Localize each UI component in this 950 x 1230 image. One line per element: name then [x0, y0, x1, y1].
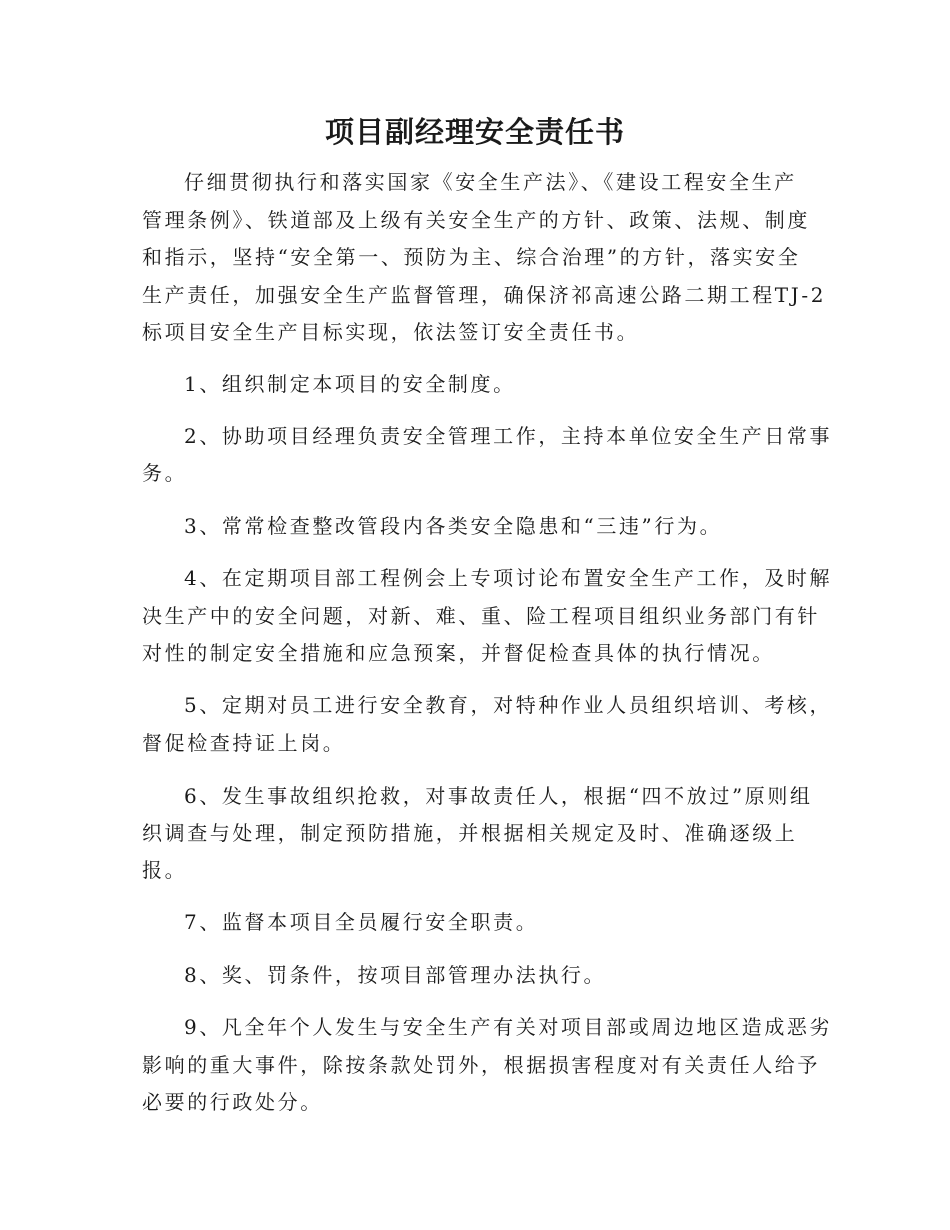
paragraph-line: 对性的制定安全措施和应急预案，并督促检查具体的执行情况。	[142, 641, 775, 665]
paragraph-line: 4、在定期项目部工程例会上专项讨论布置安全生产工作，及时解	[184, 566, 833, 590]
paragraph-line: 7、监督本项目全员履行安全职责。	[184, 910, 539, 934]
paragraph-line: 5、定期对员工进行安全教育，对特种作业人员组织培训、考核，	[184, 693, 833, 717]
paragraph-line: 督促检查持证上岗。	[142, 731, 346, 755]
paragraph-line: 3、常常检查整改管段内各类安全隐患和“三违”行为。	[184, 514, 723, 538]
paragraph-line: 决生产中的安全问题，对新、难、重、险工程项目组织业务部门有针	[142, 604, 820, 628]
paragraph-line: 影响的重大事件，除按条款处罚外，根据损害程度对有关责任人给予	[142, 1053, 820, 1077]
paragraph-line: 管理条例》、铁道部及上级有关安全生产的方针、政策、法规、制度	[142, 208, 810, 232]
paragraph-line: 生产责任，加强安全生产监督管理，确保济祁高速公路二期工程TJ-2	[142, 283, 827, 307]
paragraph-line: 标项目安全生产目标实现，依法签订安全责任书。	[142, 320, 640, 344]
paragraph-line: 报。	[142, 858, 188, 882]
paragraph-line: 务。	[142, 461, 188, 485]
document-title: 项目副经理安全责任书	[324, 115, 625, 149]
paragraph-line: 2、协助项目经理负责安全管理工作，主持本单位安全生产日常事	[184, 424, 833, 448]
paragraph-line: 织调查与处理，制定预防措施，并根据相关规定及时、准确逐级上	[142, 821, 798, 845]
paragraph-line: 必要的行政处分。	[142, 1090, 323, 1114]
paragraph-line: 1、组织制定本项目的安全制度。	[184, 372, 516, 396]
paragraph-line: 9、凡全年个人发生与安全生产有关对项目部或周边地区造成恶劣	[184, 1015, 833, 1039]
paragraph-line: 8、奖、罚条件，按项目部管理办法执行。	[184, 963, 607, 987]
paragraph-line: 6、发生事故组织抢救，对事故责任人，根据“四不放过”原则组	[184, 784, 813, 808]
paragraph-line: 和指示，坚持“安全第一、预防为主、综合治理”的方针，落实安全	[142, 245, 801, 269]
paragraph-line: 仔细贯彻执行和落实国家《安全生产法》、《建设工程安全生产	[184, 170, 797, 194]
